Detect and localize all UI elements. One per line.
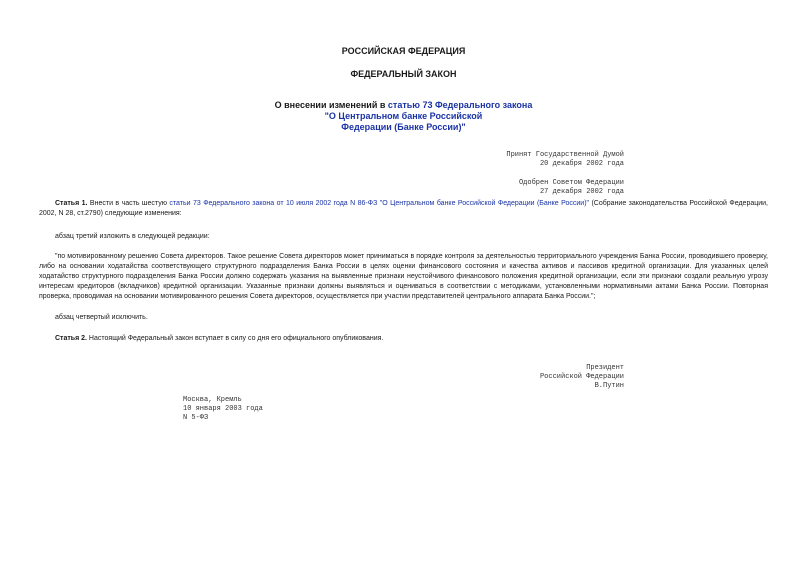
article-2-text: Настоящий Федеральный закон вступает в силу со дня его официального опубликования. [86,335,384,342]
duma-date: 20 декабря 2002 года [539,160,624,168]
document-title [0,100,807,133]
article-1-heading: Статья 1. [55,200,88,207]
article-2 [39,334,768,344]
duma-label: Принят Государственной Думой [506,151,624,159]
signature-title-2: Российской Федерации [539,373,624,381]
article-1-link[interactable]: статьи 73 Федерального закона от 10 июля 2002 года N 86-ФЗ "О Центральном банке Российской Федерации (Банке России)" [169,200,590,207]
article-1-text-after: (Собрание законодательства Российской Федерации, 2002, N 28, ст.2790) следующие изменения: [39,200,768,217]
header-country: РОССИЙСКАЯ ФЕДЕРАЦИЯ [341,46,466,56]
article-1-text-before: Внести в часть шестую [87,200,170,207]
article-1 [39,199,768,219]
council-date: 27 декабря 2002 года [539,188,624,196]
council-label: Одобрен Советом Федерации [518,179,624,187]
place-block [183,396,263,423]
title-line-2[interactable]: "О Центральном банке Российской [324,111,483,121]
title-line-3[interactable]: Федерации (Банке России)" [341,122,466,132]
paragraph-abzac-3: абзац третий изложить в следующей редакции: [55,233,210,240]
place-date: 10 января 2003 года [183,405,263,413]
title-link-article73[interactable]: статью 73 Федерального закона [387,100,533,110]
law-number: N 5-ФЗ [183,414,209,422]
adoption-block [506,151,624,197]
place-city: Москва, Кремль [183,396,242,404]
paragraph-quote: "по мотивированному решению Совета директоров. Такое решение Совета директоров может приниматься в порядке контроля за деятельностью территориального учреждения Банка России, проводившего проверку, либо на основании ходатайства соответствующего структурного подразделения Банка России в целях оценки финансового состояния и качества активов и пассивов кредитной организации. Для указанных целей ходатайство структурного подразделения Банка России должно содержать указания на выявленные признаки неустойчивого финансового положения кредитной организации, если эти признаки создали реальную угрозу интересам кредиторов (вкладчиков) кредитной организации. Указанные признаки должны выявляться и оцениваться в соответствии с методиками, установленными нормативными актами Банка России. Повторная проверка, проводимая на основании мотивированного решения Совета директоров, осуществляется при участии представителей центрального аппарата Банка России."; [39,253,768,300]
paragraph-abzac-4: абзац четвертый исключить. [55,314,148,321]
title-prefix: О внесении изменений в [274,100,388,110]
title-line-1 [0,100,807,111]
article-2-heading: Статья 2. [55,335,87,342]
signature-name: В.Путин [594,382,624,390]
signature-title: Президент [586,364,624,372]
signature-block [540,364,624,391]
header-doc-type: ФЕДЕРАЛЬНЫЙ ЗАКОН [350,69,457,79]
